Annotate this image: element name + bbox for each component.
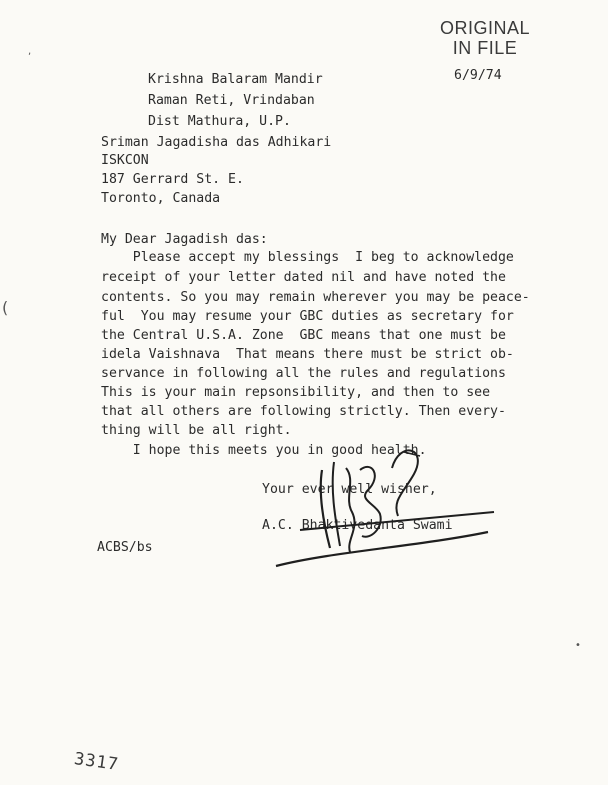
ink-dot: , (28, 46, 32, 57)
recipient-name: Sriman Jagadisha das Adhikari (101, 135, 332, 150)
body-line: thing will be all right. (101, 423, 292, 438)
recipient-street: 187 Gerrard St. E. (101, 172, 244, 187)
margin-mark: ( (2, 298, 9, 317)
body-line: contents. So you may remain wherever you may be peace- (101, 290, 530, 305)
valediction: Your ever well wisher, (262, 482, 437, 497)
stamp-line-2: IN FILE (452, 38, 518, 58)
handwritten-number: 3317 (72, 748, 121, 776)
body-line: ful You may resume your GBC duties as secretary for (101, 309, 514, 324)
typed-signature-name: A.C. Bhaktivedanta Swami (262, 518, 453, 533)
recipient-org: ISKCON (101, 153, 149, 168)
body-line: that all others are following strictly. Then every- (101, 404, 506, 419)
body-line: servance in following all the rules and regulations (101, 366, 506, 381)
recipient-city: Toronto, Canada (101, 191, 221, 206)
typist-initials: ACBS/bs (97, 540, 153, 555)
sender-line-2: Raman Reti, Vrindaban (148, 93, 315, 108)
sender-line-3: Dist Mathura, U.P. (148, 114, 291, 129)
body-line: Please accept my blessings I beg to acknowledge (101, 250, 514, 265)
salutation: My Dear Jagadish das: (101, 232, 268, 247)
ink-dot: • (575, 640, 581, 651)
letter-date: 6/9/74 (454, 68, 502, 83)
body-line: This is your main repsonsibility, and then to see (101, 385, 491, 400)
original-in-file-stamp (430, 18, 540, 58)
body-line: the Central U.S.A. Zone GBC means that one must be (101, 328, 506, 343)
sender-line-1: Krishna Balaram Mandir (148, 72, 323, 87)
closing-line: I hope this meets you in good health. (101, 443, 427, 458)
body-line: receipt of your letter dated nil and have noted the (101, 270, 506, 285)
body-line: idela Vaishnava That means there must be strict ob- (101, 347, 514, 362)
stamp-line-1: ORIGINAL (439, 18, 531, 38)
